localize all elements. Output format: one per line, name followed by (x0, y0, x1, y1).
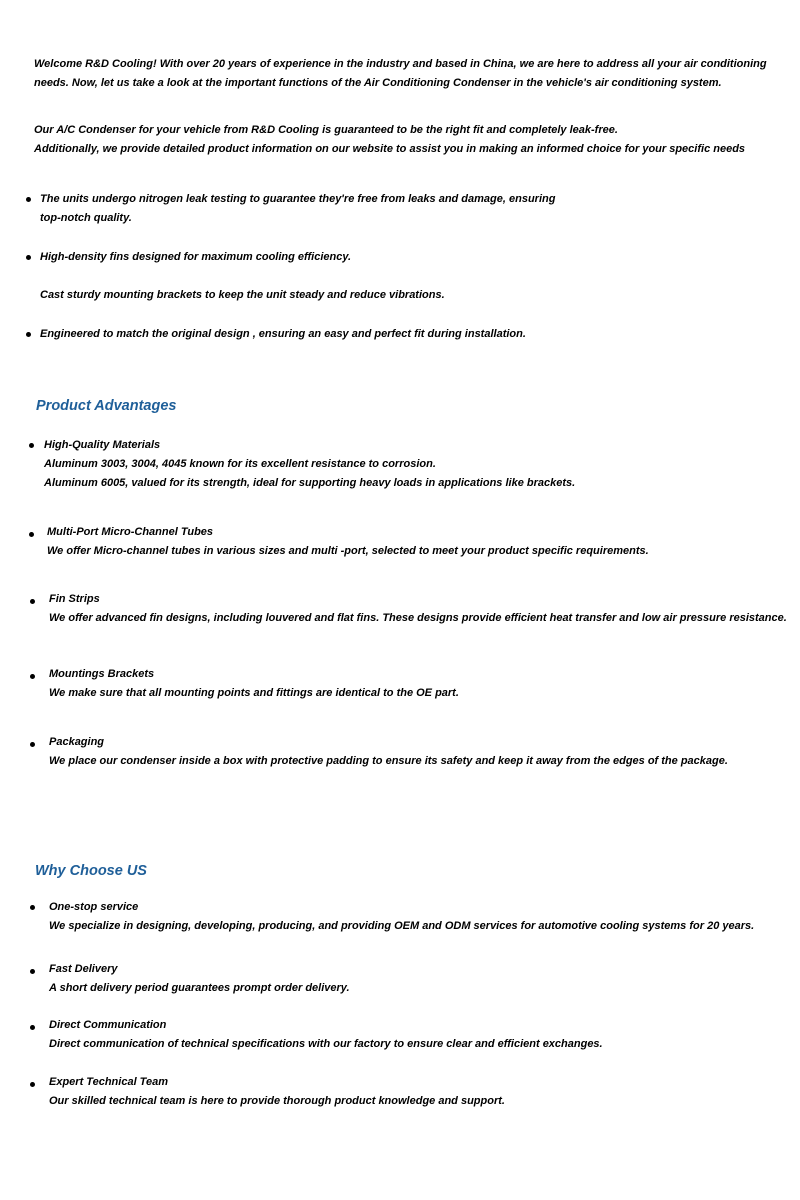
advantage-title: Fin Strips (49, 593, 100, 605)
section-heading: Why Choose US (35, 863, 147, 879)
bullet-icon (30, 905, 35, 910)
feature-line: High-density fins designed for maximum cooling efficiency. (40, 251, 352, 263)
why-text: A short delivery period guarantees prompt order delivery. (49, 982, 350, 994)
feature-line: Cast sturdy mounting brackets to keep the unit steady and reduce vibrations. (40, 289, 445, 301)
bullet-icon (26, 255, 31, 260)
advantage-title: Mountings Brackets (49, 668, 155, 680)
intro-line: needs. Now, let us take a look at the important functions of the Air Conditioning Condenser in the vehicle's air conditioning system. (34, 77, 722, 89)
advantage-title: Packaging (49, 736, 105, 748)
bullet-icon (26, 197, 31, 202)
feature-line: top-notch quality. (40, 212, 132, 224)
why-title: One-stop service (49, 901, 139, 913)
advantage-title: Multi-Port Micro-Channel Tubes (47, 526, 214, 538)
why-title: Fast Delivery (49, 963, 118, 975)
bullet-icon (29, 532, 34, 537)
advantage-text: We place our condenser inside a box with protective padding to ensure its safety and keep it away from the edges of the package. (49, 755, 728, 767)
bullet-icon (26, 332, 31, 337)
why-title: Direct Communication (49, 1019, 167, 1031)
bullet-icon (30, 969, 35, 974)
section-heading: Product Advantages (36, 398, 177, 414)
why-text: Direct communication of technical specifications with our factory to ensure clear and efficient exchanges. (49, 1038, 603, 1050)
why-title: Expert Technical Team (49, 1076, 169, 1088)
bullet-icon (29, 443, 34, 448)
intro-line: Welcome R&D Cooling! With over 20 years of experience in the industry and based in China, we are here to address all your air conditioning (34, 58, 767, 70)
bullet-icon (30, 742, 35, 747)
advantage-text: We make sure that all mounting points and fittings are identical to the OE part. (49, 687, 459, 699)
advantage-text: We offer advanced fin designs, including louvered and flat fins. These designs provide efficient heat transfer and low air pressure resistance. (49, 612, 787, 624)
advantage-text: We offer Micro-channel tubes in various sizes and multi -port, selected to meet your product specific requirements. (47, 545, 649, 557)
intro-line: Our A/C Condenser for your vehicle from R&D Cooling is guaranteed to be the right fit and completely leak-free. (34, 124, 618, 136)
why-text: We specialize in designing, developing, producing, and providing OEM and ODM services for automotive cooling systems for 20 years. (49, 920, 755, 932)
why-text: Our skilled technical team is here to provide thorough product knowledge and support. (49, 1095, 505, 1107)
bullet-icon (30, 1025, 35, 1030)
feature-line: The units undergo nitrogen leak testing to guarantee they're free from leaks and damage, ensuring (40, 193, 556, 205)
bullet-icon (30, 674, 35, 679)
bullet-icon (30, 599, 35, 604)
bullet-icon (30, 1082, 35, 1087)
advantage-text: Aluminum 3003, 3004, 4045 known for its excellent resistance to corrosion. (44, 458, 436, 470)
advantage-title: High-Quality Materials (44, 439, 161, 451)
advantage-text: Aluminum 6005, valued for its strength, ideal for supporting heavy loads in applications like brackets. (44, 477, 576, 489)
feature-line: Engineered to match the original design , ensuring an easy and perfect fit during installation. (40, 328, 526, 340)
intro-line: Additionally, we provide detailed product information on our website to assist you in making an informed choice for your specific needs (34, 143, 746, 155)
